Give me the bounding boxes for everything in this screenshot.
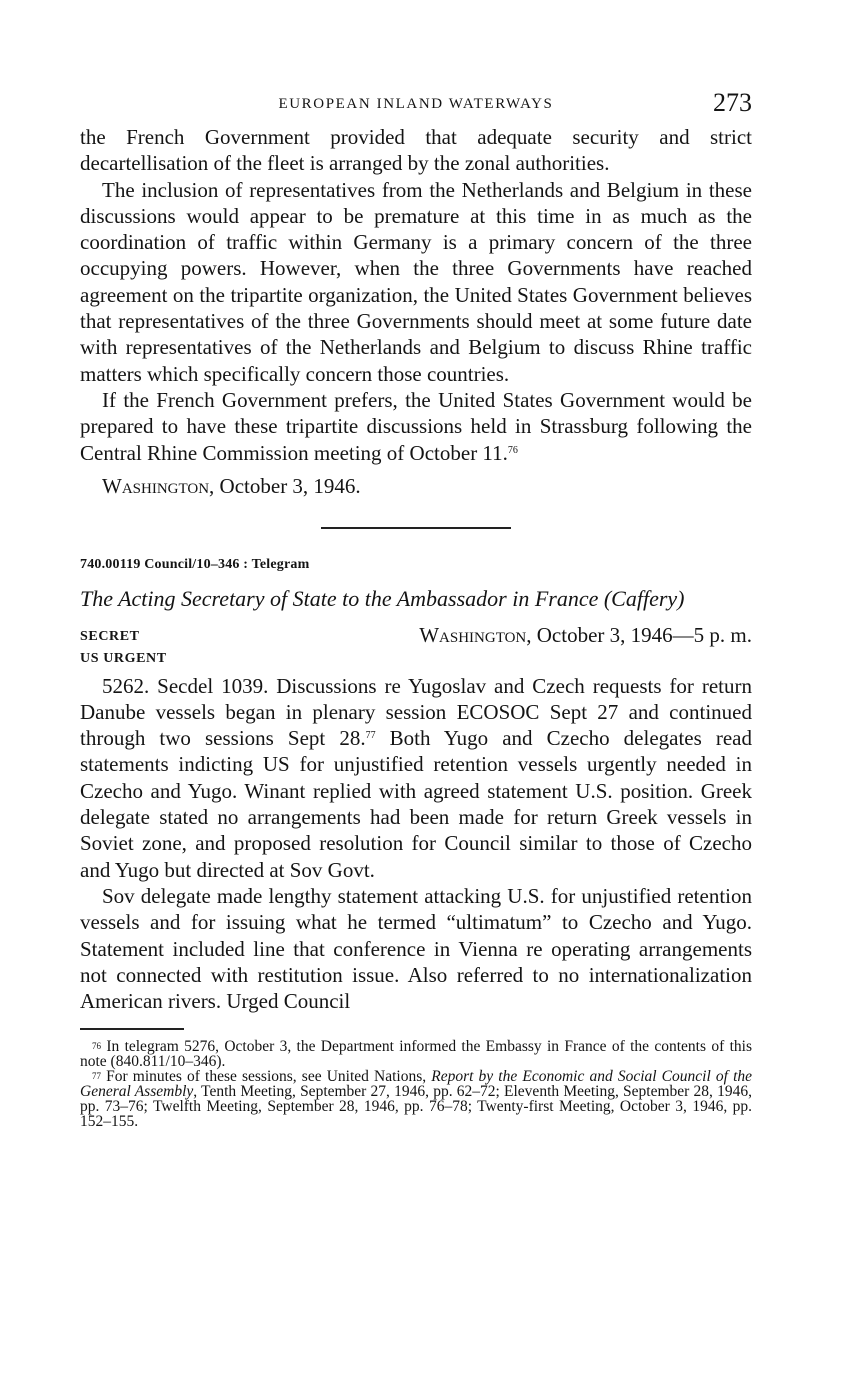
footnote-mark-76: 76 bbox=[92, 1040, 101, 1051]
footnote-77 bbox=[80, 1070, 752, 1129]
signature-place: Washington bbox=[102, 473, 210, 498]
telegram-dateline bbox=[419, 623, 752, 648]
file-number: 740.00119 Council/10–346 : Telegram bbox=[80, 556, 310, 572]
footnote-77-text-after: , Tenth Meeting, September 27, 1946, pp. 62–72; Eleventh Meeting, September 28, 1946, pp. 73–76; Twelfth Meeting, September 28, 1946, pp. 76–78; Twenty-first Meeting, October 3, 1946, pp. 152–155. bbox=[80, 1083, 752, 1130]
note-paragraph-2: The inclusion of representatives from the Netherlands and Belgium in these discussions would appear to be premature at this time in as much as the coordination of traffic within Germany is a primary concern of the three occupying powers. However, when the three Governments have reached agreement on the tripartite organization, the United States Government believes that representatives of the three Governments should meet at some future date with representatives of the Netherlands and Belgium to discuss Rhine traffic matters which specifically concern those countries. bbox=[80, 177, 752, 386]
note-signature bbox=[80, 473, 752, 499]
classification-row bbox=[80, 622, 752, 649]
telegram-paragraph-1-part-1: 5262. Secdel 1039. Discussions re Yugoslav and Czech requests for return Danube vessels began in plenary session ECOSOC Sept 27 and continued through two sessions Sept 28. bbox=[80, 673, 752, 751]
signature-date: , October 3, 1946. bbox=[209, 473, 361, 498]
classification-secret: SECRET bbox=[80, 628, 140, 644]
footnote-mark-77: 77 bbox=[92, 1071, 101, 1082]
note-paragraph-3-text: If the French Government prefers, the United States Government would be prepared to have these tripartite discussions held in Strassburg following the Central Rhine Commission meeting of October 11. bbox=[80, 387, 752, 465]
document-page bbox=[80, 88, 752, 1130]
telegram-paragraph-1-part-2: Both Yugo and Czecho delegates read statements indicting US for unjustified retention vessels urgently needed in Czecho and Yugo. Winant replied with agreed statement U.S. position. Greek delegate stated no arrangements had been made for return Greek vessels in Soviet zone, and proposed resolution for Council similar to those of Czecho and Yugo but directed at Sov Govt. bbox=[80, 726, 752, 882]
footnote-ref-77: 77 bbox=[365, 730, 376, 742]
footnote-ref-76: 76 bbox=[507, 444, 518, 456]
telegram-title: The Acting Secretary of State to the Ambassador in France (Caffery) bbox=[80, 585, 685, 611]
note-paragraph-3 bbox=[80, 387, 752, 466]
note-paragraph-1: the French Government provided that adequate security and strict decartellisation of the fleet is arranged by the zonal authorities. bbox=[80, 125, 752, 176]
telegram-paragraph-2: Sov delegate made lengthy statement attacking U.S. for unjustified retention vessels and for issuing what he termed “ultimatum” to Czecho and Yugo. Statement included line that conference in Vienna re operating arrangements not connected with restitution issue. Also referred to no internationalization American rivers. Urged Council bbox=[80, 883, 752, 1014]
footnote-divider bbox=[80, 1028, 184, 1029]
dateline-place: Washington bbox=[419, 622, 527, 647]
page-number: 273 bbox=[713, 88, 752, 117]
footnote-77-report-title: Report by the Economic and Social Council of the General Assembly bbox=[80, 1068, 752, 1101]
classification-urgent: US URGENT bbox=[80, 650, 167, 666]
running-header bbox=[80, 88, 752, 124]
telegram-paragraph-1 bbox=[80, 673, 752, 883]
dateline-date: , October 3, 1946—5 p. m. bbox=[526, 622, 752, 647]
footnote-77-text-before: For minutes of these sessions, see United Nations, bbox=[106, 1068, 432, 1086]
footnote-76-text: In telegram 5276, October 3, the Department informed the Embassy in France of the contents of this note (840.811/10–346). bbox=[80, 1037, 752, 1070]
section-divider bbox=[321, 527, 511, 528]
footnote-76 bbox=[80, 1037, 752, 1070]
footnotes bbox=[80, 1037, 752, 1130]
running-title: EUROPEAN INLAND WATERWAYS bbox=[278, 96, 554, 112]
